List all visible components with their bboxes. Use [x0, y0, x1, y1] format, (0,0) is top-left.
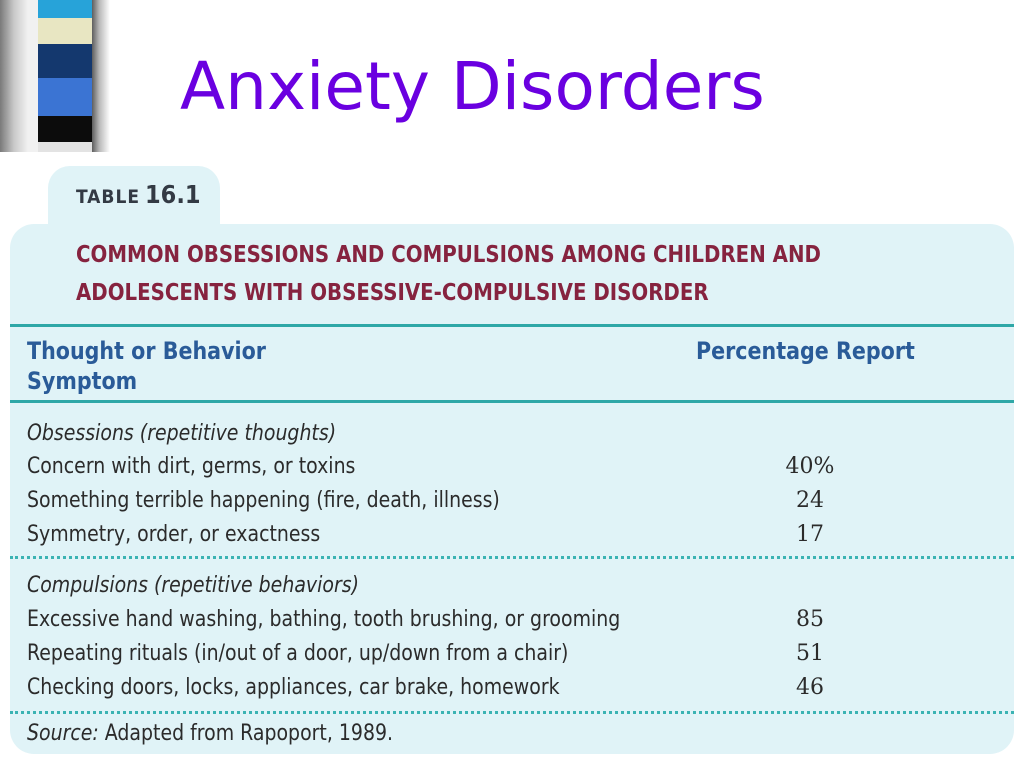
column-header-symptom [27, 336, 266, 396]
footer-divider [10, 711, 1014, 714]
table-caption-line2: ADOLESCENTS WITH OBSESSIVE-COMPULSIVE DISORDER [76, 280, 709, 306]
slide-title: Anxiety Disorders [180, 48, 765, 125]
source-label: Source: [27, 721, 99, 746]
table-label [76, 180, 201, 209]
section-heading-compulsions: Compulsions (repetitive behaviors) [27, 573, 359, 598]
table-row-percent: 17 [796, 522, 824, 547]
source-text: Adapted from Rapoport, 1989. [98, 721, 394, 746]
table-row-percent: 40% [785, 454, 835, 479]
decorative-shadow [92, 0, 110, 152]
table-row-symptom: Concern with dirt, germs, or toxins [27, 454, 356, 479]
column-header-percentage: Percentage Report [696, 337, 915, 365]
table-row-percent: 85 [796, 607, 824, 632]
column-header-symptom-line1: Thought or Behavior [27, 337, 266, 365]
table-row-symptom: Something terrible happening (fire, death, illness) [27, 488, 500, 513]
table-label-number: 16.1 [145, 180, 201, 209]
table-caption [76, 236, 850, 312]
section-divider [10, 556, 1014, 559]
header-top-rule [10, 324, 1014, 327]
decorative-color-blocks [38, 0, 92, 152]
table-row-percent: 51 [796, 641, 824, 666]
column-header-symptom-line2: Symptom [27, 367, 138, 395]
table-row-percent: 46 [796, 675, 824, 700]
table-row-symptom: Checking doors, locks, appliances, car brake, homework [27, 675, 560, 700]
table-label-word: TABLE [76, 186, 141, 208]
table-row-symptom: Symmetry, order, or exactness [27, 522, 321, 547]
table-source [27, 720, 393, 748]
section-heading-obsessions: Obsessions (repetitive thoughts) [27, 421, 337, 446]
table-caption-line1: COMMON OBSESSIONS AND COMPULSIONS AMONG CHILDREN AND [76, 242, 821, 268]
table-row-symptom: Excessive hand washing, bathing, tooth brushing, or grooming [27, 607, 621, 632]
table-row-percent: 24 [796, 488, 824, 513]
table-row-symptom: Repeating rituals (in/out of a door, up/down from a chair) [27, 641, 569, 666]
header-bottom-rule [10, 400, 1014, 403]
